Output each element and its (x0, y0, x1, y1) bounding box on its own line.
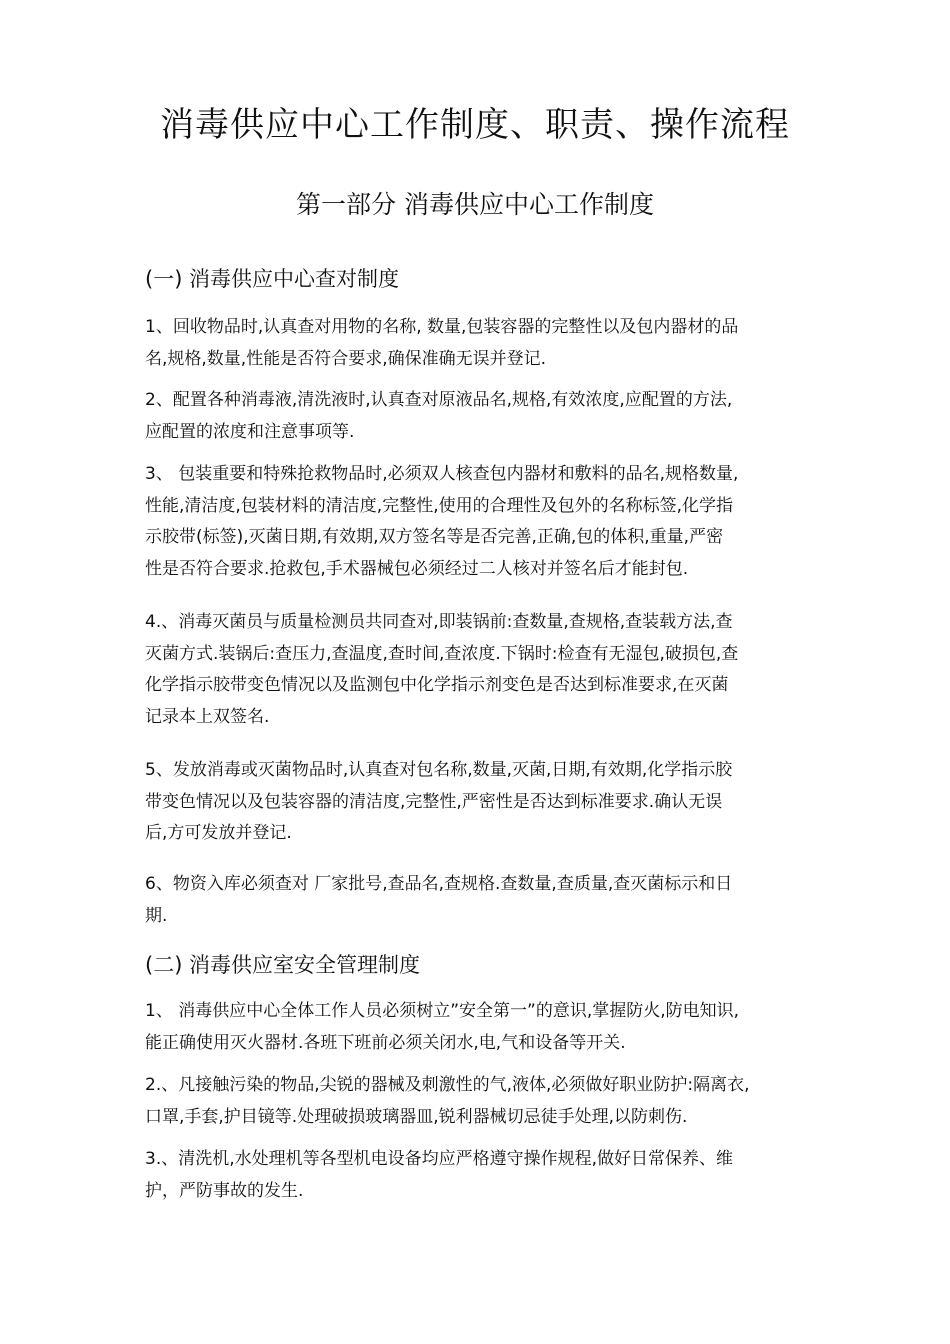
text-line: 6、物资入库必须查对 厂家批号,查品名,查规格.查数量,查质量,查灭菌标示和日 (145, 874, 733, 894)
text-line: 应配置的浓度和注意事项等. (145, 421, 355, 442)
text-line: 能正确使用灭火器材.各班下班前必须关闭水,电,气和设备等开关. (145, 1032, 626, 1053)
text-line: 性能,清洁度,包装材料的清洁度,完整性,使用的合理性及包外的名称标签,化学指 (145, 495, 734, 516)
text-line: 后,方可发放并登记. (145, 823, 292, 843)
text-line: 带变色情况以及包装容器的清洁度,完整性,严密性是否达到标准要求.确认无误 (145, 791, 723, 812)
text-line: 名,规格,数量,性能是否符合要求,确保准确无误并登记. (145, 348, 547, 369)
text-line: 期. (145, 905, 168, 926)
text-line: 2、配置各种消毒液,清洗液时,认真查对原液品名,规格,有效浓度,应配置的方法, (145, 390, 733, 410)
text-line: 3.、清洗机,水处理机等各型机电设备均应严格遵守操作规程,做好日常保养、维 (145, 1149, 734, 1169)
paragraph-item-2 (145, 1070, 810, 1133)
part-title: 第一部分 消毒供应中心工作制度 (296, 190, 654, 219)
text-line: 性是否符合要求.抢救包,手术器械包必须经过二人核对并签名后才能封包. (145, 558, 689, 579)
text-line: 2.、凡接触污染的物品,尖锐的器械及刺激性的气,液体,必须做好职业防护:隔离衣, (145, 1075, 750, 1095)
paragraph-item-6 (145, 869, 810, 932)
paragraph-item-1 (145, 996, 810, 1059)
text-line: 记录本上双签名. (145, 706, 270, 727)
text-line: 3、 包装重要和特殊抢救物品时,必须双人核查包内器材和敷料的品名,规格数量, (145, 464, 739, 484)
text-line: 灭菌方式.装锅后:查压力,查温度,查时间,查浓度.下锅时:检查有无湿包,破损包,查 (145, 643, 739, 664)
text-line: 化学指示胶带变色情况以及监测包中化学指示剂变色是否达到标准要求,在灭菌 (145, 675, 729, 695)
text-line: 1、回收物品时,认真查对用物的名称, 数量,包装容器的完整性以及包内器材的品 (145, 317, 739, 337)
text-line: 护，严防事故的发生. (145, 1180, 304, 1201)
text-line: 示胶带(标签),灭菌日期,有效期,双方签名等是否完善,正确,包的体积,重量,严密 (145, 527, 724, 547)
paragraph-item-3 (145, 459, 810, 585)
text-line: 口罩,手套,护目镜等.处理破损玻璃器皿,锐利器械切忌徒手处理,以防刺伤. (145, 1106, 688, 1127)
paragraph-item-4 (145, 607, 810, 733)
text-line: 4.、消毒灭菌员与质量检测员共同查对,即装锅前:查数量,查规格,查装载方法,查 (145, 612, 733, 632)
paragraph-item-2 (145, 385, 810, 448)
section-heading-checking-system: (一) 消毒供应中心查对制度 (145, 267, 400, 291)
text-line: 1、 消毒供应中心全体工作人员必须树立”安全第一”的意识,掌握防火,防电知识, (145, 1001, 740, 1021)
paragraph-item-5 (145, 755, 810, 850)
document-title: 消毒供应中心工作制度、职责、操作流程 (160, 105, 790, 145)
paragraph-item-1 (145, 312, 810, 375)
section-heading-safety-management: (二) 消毒供应室安全管理制度 (145, 953, 421, 977)
text-line: 5、发放消毒或灭菌物品时,认真查对包名称,数量,灭菌,日期,有效期,化学指示胶 (145, 760, 733, 780)
paragraph-item-3 (145, 1144, 810, 1207)
